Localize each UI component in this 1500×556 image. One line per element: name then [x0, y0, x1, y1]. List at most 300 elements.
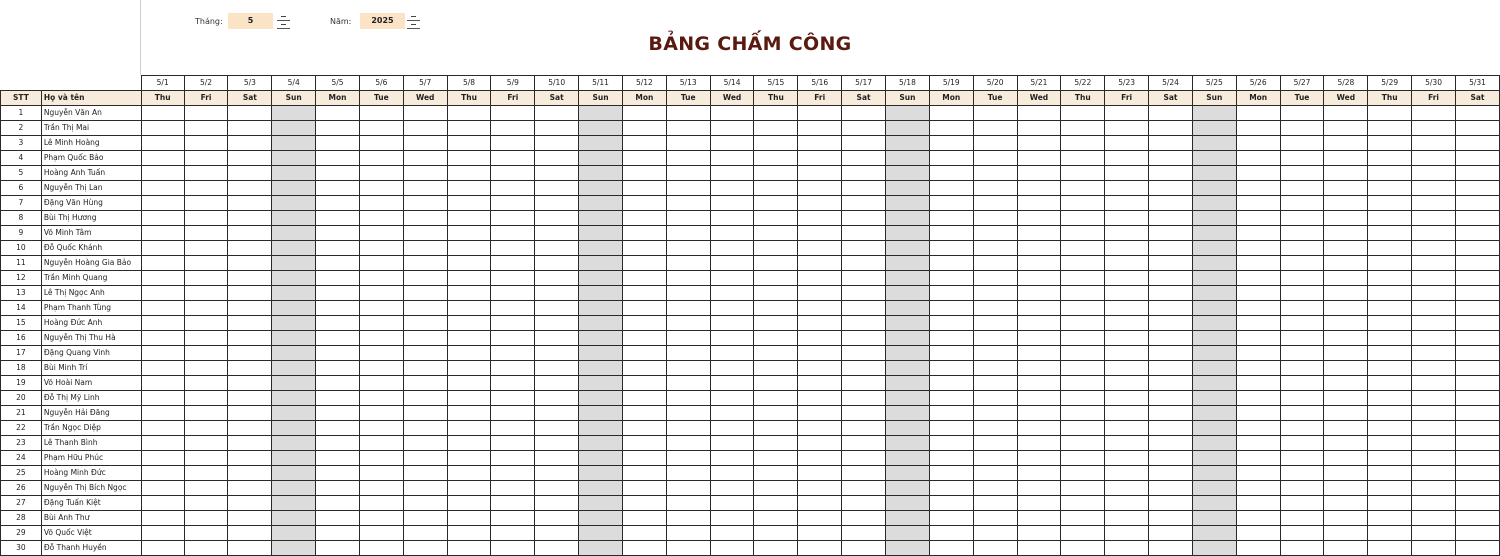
attendance-cell[interactable] — [403, 391, 447, 406]
attendance-cell[interactable] — [1324, 406, 1368, 421]
attendance-cell[interactable] — [535, 331, 579, 346]
attendance-cell[interactable] — [228, 226, 272, 241]
attendance-cell[interactable] — [1412, 121, 1456, 136]
attendance-cell[interactable] — [491, 451, 535, 466]
attendance-cell[interactable] — [754, 151, 798, 166]
attendance-cell[interactable] — [316, 256, 360, 271]
attendance-cell[interactable] — [491, 226, 535, 241]
attendance-cell[interactable] — [228, 466, 272, 481]
attendance-cell[interactable] — [929, 226, 973, 241]
attendance-cell[interactable] — [1149, 316, 1193, 331]
attendance-cell[interactable] — [403, 151, 447, 166]
attendance-cell[interactable] — [622, 331, 666, 346]
attendance-cell[interactable] — [842, 241, 886, 256]
attendance-cell[interactable] — [798, 211, 842, 226]
attendance-cell[interactable] — [184, 226, 228, 241]
attendance-cell[interactable] — [1412, 496, 1456, 511]
attendance-cell[interactable] — [1368, 406, 1412, 421]
attendance-cell[interactable] — [622, 271, 666, 286]
attendance-cell[interactable] — [1017, 136, 1061, 151]
attendance-cell[interactable] — [1061, 121, 1105, 136]
attendance-cell[interactable] — [798, 166, 842, 181]
attendance-cell[interactable] — [973, 526, 1017, 541]
attendance-cell[interactable] — [1455, 376, 1499, 391]
attendance-cell[interactable] — [1412, 391, 1456, 406]
attendance-cell[interactable] — [1192, 406, 1236, 421]
attendance-cell[interactable] — [1412, 106, 1456, 121]
attendance-cell[interactable] — [666, 196, 710, 211]
attendance-cell[interactable] — [1412, 241, 1456, 256]
attendance-cell[interactable] — [1149, 526, 1193, 541]
attendance-cell[interactable] — [1236, 211, 1280, 226]
attendance-cell[interactable] — [710, 196, 754, 211]
attendance-cell[interactable] — [1236, 166, 1280, 181]
attendance-cell[interactable] — [929, 301, 973, 316]
attendance-cell[interactable] — [1061, 196, 1105, 211]
attendance-cell[interactable] — [141, 211, 184, 226]
attendance-cell[interactable] — [403, 241, 447, 256]
attendance-cell[interactable] — [447, 271, 491, 286]
attendance-cell[interactable] — [1236, 286, 1280, 301]
attendance-cell[interactable] — [973, 541, 1017, 556]
attendance-cell[interactable] — [359, 346, 403, 361]
attendance-cell[interactable] — [579, 361, 623, 376]
attendance-cell[interactable] — [710, 541, 754, 556]
attendance-cell[interactable] — [842, 271, 886, 286]
attendance-cell[interactable] — [1149, 106, 1193, 121]
attendance-cell[interactable] — [1192, 436, 1236, 451]
attendance-cell[interactable] — [1236, 151, 1280, 166]
attendance-cell[interactable] — [1149, 361, 1193, 376]
attendance-cell[interactable] — [359, 286, 403, 301]
attendance-cell[interactable] — [1324, 496, 1368, 511]
attendance-cell[interactable] — [1368, 151, 1412, 166]
attendance-cell[interactable] — [666, 481, 710, 496]
attendance-cell[interactable] — [535, 211, 579, 226]
attendance-cell[interactable] — [316, 541, 360, 556]
attendance-cell[interactable] — [272, 496, 316, 511]
attendance-cell[interactable] — [1368, 271, 1412, 286]
attendance-cell[interactable] — [535, 541, 579, 556]
attendance-cell[interactable] — [798, 346, 842, 361]
attendance-cell[interactable] — [184, 331, 228, 346]
attendance-cell[interactable] — [1061, 406, 1105, 421]
attendance-cell[interactable] — [754, 481, 798, 496]
attendance-cell[interactable] — [491, 421, 535, 436]
attendance-cell[interactable] — [1280, 466, 1324, 481]
attendance-cell[interactable] — [754, 511, 798, 526]
attendance-cell[interactable] — [754, 331, 798, 346]
attendance-cell[interactable] — [1236, 466, 1280, 481]
attendance-cell[interactable] — [622, 151, 666, 166]
attendance-cell[interactable] — [1368, 451, 1412, 466]
attendance-cell[interactable] — [1149, 451, 1193, 466]
attendance-cell[interactable] — [1455, 526, 1499, 541]
attendance-cell[interactable] — [316, 361, 360, 376]
attendance-cell[interactable] — [579, 466, 623, 481]
attendance-cell[interactable] — [1236, 421, 1280, 436]
attendance-cell[interactable] — [272, 286, 316, 301]
attendance-cell[interactable] — [491, 511, 535, 526]
attendance-cell[interactable] — [141, 196, 184, 211]
attendance-cell[interactable] — [1192, 136, 1236, 151]
attendance-cell[interactable] — [1280, 421, 1324, 436]
attendance-cell[interactable] — [1061, 256, 1105, 271]
attendance-cell[interactable] — [403, 481, 447, 496]
attendance-cell[interactable] — [754, 181, 798, 196]
attendance-cell[interactable] — [1149, 151, 1193, 166]
attendance-cell[interactable] — [1105, 121, 1149, 136]
attendance-cell[interactable] — [973, 241, 1017, 256]
attendance-cell[interactable] — [842, 121, 886, 136]
attendance-cell[interactable] — [579, 481, 623, 496]
attendance-cell[interactable] — [929, 211, 973, 226]
attendance-cell[interactable] — [535, 526, 579, 541]
attendance-cell[interactable] — [447, 136, 491, 151]
attendance-cell[interactable] — [403, 226, 447, 241]
attendance-cell[interactable] — [666, 391, 710, 406]
attendance-cell[interactable] — [491, 286, 535, 301]
attendance-cell[interactable] — [886, 391, 930, 406]
attendance-cell[interactable] — [228, 166, 272, 181]
attendance-cell[interactable] — [1017, 496, 1061, 511]
attendance-cell[interactable] — [491, 481, 535, 496]
attendance-cell[interactable] — [535, 391, 579, 406]
attendance-cell[interactable] — [1324, 421, 1368, 436]
attendance-cell[interactable] — [359, 121, 403, 136]
attendance-cell[interactable] — [666, 181, 710, 196]
attendance-cell[interactable] — [1017, 361, 1061, 376]
attendance-cell[interactable] — [535, 466, 579, 481]
attendance-cell[interactable] — [535, 301, 579, 316]
attendance-cell[interactable] — [1455, 226, 1499, 241]
attendance-cell[interactable] — [1149, 136, 1193, 151]
attendance-cell[interactable] — [622, 316, 666, 331]
attendance-cell[interactable] — [798, 121, 842, 136]
attendance-cell[interactable] — [798, 361, 842, 376]
attendance-cell[interactable] — [754, 271, 798, 286]
attendance-cell[interactable] — [272, 421, 316, 436]
attendance-cell[interactable] — [359, 361, 403, 376]
attendance-cell[interactable] — [1017, 526, 1061, 541]
attendance-cell[interactable] — [622, 181, 666, 196]
attendance-cell[interactable] — [1280, 496, 1324, 511]
attendance-cell[interactable] — [842, 526, 886, 541]
attendance-cell[interactable] — [710, 301, 754, 316]
attendance-cell[interactable] — [798, 331, 842, 346]
attendance-cell[interactable] — [1149, 121, 1193, 136]
attendance-cell[interactable] — [1236, 316, 1280, 331]
attendance-cell[interactable] — [403, 451, 447, 466]
attendance-cell[interactable] — [1280, 451, 1324, 466]
attendance-cell[interactable] — [447, 106, 491, 121]
attendance-cell[interactable] — [1061, 211, 1105, 226]
attendance-cell[interactable] — [710, 166, 754, 181]
attendance-cell[interactable] — [798, 271, 842, 286]
attendance-cell[interactable] — [666, 436, 710, 451]
attendance-cell[interactable] — [1455, 436, 1499, 451]
attendance-cell[interactable] — [1149, 286, 1193, 301]
attendance-cell[interactable] — [754, 211, 798, 226]
attendance-cell[interactable] — [798, 226, 842, 241]
attendance-cell[interactable] — [1455, 271, 1499, 286]
attendance-cell[interactable] — [842, 196, 886, 211]
attendance-cell[interactable] — [1324, 526, 1368, 541]
attendance-cell[interactable] — [184, 541, 228, 556]
attendance-cell[interactable] — [973, 346, 1017, 361]
attendance-cell[interactable] — [403, 436, 447, 451]
attendance-cell[interactable] — [1368, 466, 1412, 481]
attendance-cell[interactable] — [1105, 271, 1149, 286]
attendance-cell[interactable] — [973, 106, 1017, 121]
attendance-cell[interactable] — [1236, 511, 1280, 526]
attendance-cell[interactable] — [1017, 421, 1061, 436]
attendance-cell[interactable] — [316, 121, 360, 136]
attendance-cell[interactable] — [666, 406, 710, 421]
attendance-cell[interactable] — [359, 526, 403, 541]
attendance-cell[interactable] — [1455, 136, 1499, 151]
attendance-cell[interactable] — [622, 391, 666, 406]
attendance-cell[interactable] — [1105, 361, 1149, 376]
attendance-cell[interactable] — [447, 196, 491, 211]
attendance-cell[interactable] — [1192, 346, 1236, 361]
attendance-cell[interactable] — [710, 511, 754, 526]
attendance-cell[interactable] — [184, 196, 228, 211]
attendance-cell[interactable] — [666, 361, 710, 376]
attendance-cell[interactable] — [798, 466, 842, 481]
attendance-cell[interactable] — [403, 136, 447, 151]
attendance-cell[interactable] — [1149, 166, 1193, 181]
attendance-cell[interactable] — [798, 136, 842, 151]
attendance-cell[interactable] — [1324, 376, 1368, 391]
attendance-cell[interactable] — [1324, 466, 1368, 481]
attendance-cell[interactable] — [798, 301, 842, 316]
attendance-cell[interactable] — [1017, 451, 1061, 466]
attendance-cell[interactable] — [1105, 286, 1149, 301]
attendance-cell[interactable] — [447, 481, 491, 496]
attendance-cell[interactable] — [1324, 391, 1368, 406]
attendance-cell[interactable] — [886, 361, 930, 376]
attendance-cell[interactable] — [447, 346, 491, 361]
attendance-cell[interactable] — [842, 151, 886, 166]
attendance-cell[interactable] — [754, 391, 798, 406]
attendance-cell[interactable] — [666, 346, 710, 361]
attendance-cell[interactable] — [272, 436, 316, 451]
attendance-cell[interactable] — [886, 346, 930, 361]
attendance-cell[interactable] — [141, 391, 184, 406]
attendance-cell[interactable] — [272, 166, 316, 181]
attendance-cell[interactable] — [535, 121, 579, 136]
attendance-cell[interactable] — [141, 481, 184, 496]
attendance-cell[interactable] — [798, 481, 842, 496]
attendance-cell[interactable] — [929, 361, 973, 376]
attendance-cell[interactable] — [403, 421, 447, 436]
attendance-cell[interactable] — [1368, 421, 1412, 436]
attendance-cell[interactable] — [1061, 541, 1105, 556]
attendance-cell[interactable] — [1368, 211, 1412, 226]
attendance-cell[interactable] — [1280, 526, 1324, 541]
attendance-cell[interactable] — [1412, 361, 1456, 376]
attendance-cell[interactable] — [1105, 481, 1149, 496]
attendance-cell[interactable] — [1149, 211, 1193, 226]
attendance-cell[interactable] — [141, 376, 184, 391]
attendance-cell[interactable] — [754, 361, 798, 376]
attendance-cell[interactable] — [1061, 346, 1105, 361]
attendance-cell[interactable] — [491, 211, 535, 226]
attendance-cell[interactable] — [1280, 256, 1324, 271]
attendance-cell[interactable] — [710, 451, 754, 466]
attendance-cell[interactable] — [1236, 271, 1280, 286]
attendance-cell[interactable] — [316, 496, 360, 511]
attendance-cell[interactable] — [1455, 151, 1499, 166]
attendance-cell[interactable] — [1236, 526, 1280, 541]
attendance-cell[interactable] — [228, 391, 272, 406]
attendance-cell[interactable] — [973, 436, 1017, 451]
attendance-cell[interactable] — [666, 466, 710, 481]
attendance-cell[interactable] — [1412, 421, 1456, 436]
attendance-cell[interactable] — [666, 316, 710, 331]
attendance-cell[interactable] — [272, 451, 316, 466]
attendance-cell[interactable] — [1324, 286, 1368, 301]
attendance-cell[interactable] — [710, 226, 754, 241]
attendance-cell[interactable] — [622, 211, 666, 226]
attendance-cell[interactable] — [842, 481, 886, 496]
attendance-cell[interactable] — [754, 286, 798, 301]
attendance-cell[interactable] — [929, 376, 973, 391]
attendance-cell[interactable] — [1017, 481, 1061, 496]
attendance-cell[interactable] — [754, 316, 798, 331]
attendance-cell[interactable] — [184, 136, 228, 151]
attendance-cell[interactable] — [798, 526, 842, 541]
attendance-cell[interactable] — [228, 541, 272, 556]
attendance-cell[interactable] — [1236, 406, 1280, 421]
attendance-cell[interactable] — [316, 301, 360, 316]
attendance-cell[interactable] — [1149, 346, 1193, 361]
attendance-cell[interactable] — [316, 331, 360, 346]
attendance-cell[interactable] — [1017, 331, 1061, 346]
attendance-cell[interactable] — [622, 286, 666, 301]
attendance-cell[interactable] — [359, 196, 403, 211]
attendance-cell[interactable] — [1192, 316, 1236, 331]
attendance-cell[interactable] — [316, 376, 360, 391]
attendance-cell[interactable] — [842, 226, 886, 241]
attendance-cell[interactable] — [403, 121, 447, 136]
attendance-cell[interactable] — [579, 196, 623, 211]
attendance-cell[interactable] — [359, 106, 403, 121]
attendance-cell[interactable] — [1061, 481, 1105, 496]
attendance-cell[interactable] — [1192, 151, 1236, 166]
attendance-cell[interactable] — [1017, 241, 1061, 256]
attendance-cell[interactable] — [1280, 166, 1324, 181]
attendance-cell[interactable] — [1192, 466, 1236, 481]
attendance-cell[interactable] — [1368, 106, 1412, 121]
attendance-cell[interactable] — [666, 376, 710, 391]
attendance-cell[interactable] — [491, 301, 535, 316]
attendance-cell[interactable] — [1324, 166, 1368, 181]
attendance-cell[interactable] — [973, 121, 1017, 136]
attendance-cell[interactable] — [1412, 136, 1456, 151]
attendance-cell[interactable] — [886, 151, 930, 166]
attendance-cell[interactable] — [403, 511, 447, 526]
attendance-cell[interactable] — [1061, 496, 1105, 511]
attendance-cell[interactable] — [886, 451, 930, 466]
attendance-cell[interactable] — [842, 166, 886, 181]
attendance-cell[interactable] — [842, 181, 886, 196]
attendance-cell[interactable] — [710, 286, 754, 301]
attendance-cell[interactable] — [1368, 481, 1412, 496]
attendance-cell[interactable] — [842, 511, 886, 526]
attendance-cell[interactable] — [710, 331, 754, 346]
attendance-cell[interactable] — [754, 346, 798, 361]
attendance-cell[interactable] — [1368, 346, 1412, 361]
attendance-cell[interactable] — [579, 331, 623, 346]
attendance-cell[interactable] — [535, 136, 579, 151]
attendance-cell[interactable] — [579, 166, 623, 181]
attendance-cell[interactable] — [754, 106, 798, 121]
attendance-cell[interactable] — [666, 331, 710, 346]
attendance-cell[interactable] — [1236, 436, 1280, 451]
attendance-cell[interactable] — [359, 211, 403, 226]
attendance-cell[interactable] — [359, 166, 403, 181]
attendance-cell[interactable] — [622, 406, 666, 421]
attendance-cell[interactable] — [1017, 541, 1061, 556]
attendance-cell[interactable] — [886, 181, 930, 196]
attendance-cell[interactable] — [1061, 166, 1105, 181]
attendance-cell[interactable] — [1280, 436, 1324, 451]
attendance-cell[interactable] — [316, 241, 360, 256]
attendance-cell[interactable] — [1280, 106, 1324, 121]
attendance-cell[interactable] — [622, 451, 666, 466]
attendance-cell[interactable] — [1412, 256, 1456, 271]
attendance-cell[interactable] — [754, 241, 798, 256]
attendance-cell[interactable] — [1061, 391, 1105, 406]
attendance-cell[interactable] — [1061, 376, 1105, 391]
attendance-cell[interactable] — [886, 271, 930, 286]
attendance-cell[interactable] — [1280, 301, 1324, 316]
attendance-cell[interactable] — [842, 466, 886, 481]
attendance-cell[interactable] — [1061, 181, 1105, 196]
attendance-cell[interactable] — [447, 166, 491, 181]
attendance-cell[interactable] — [272, 376, 316, 391]
attendance-cell[interactable] — [272, 241, 316, 256]
attendance-cell[interactable] — [447, 316, 491, 331]
attendance-cell[interactable] — [842, 346, 886, 361]
attendance-cell[interactable] — [1280, 136, 1324, 151]
attendance-cell[interactable] — [622, 481, 666, 496]
attendance-cell[interactable] — [359, 541, 403, 556]
attendance-cell[interactable] — [359, 271, 403, 286]
attendance-cell[interactable] — [1192, 226, 1236, 241]
attendance-cell[interactable] — [228, 181, 272, 196]
attendance-cell[interactable] — [491, 361, 535, 376]
attendance-cell[interactable] — [1455, 421, 1499, 436]
attendance-cell[interactable] — [272, 466, 316, 481]
attendance-cell[interactable] — [666, 421, 710, 436]
attendance-cell[interactable] — [1455, 496, 1499, 511]
attendance-cell[interactable] — [141, 526, 184, 541]
attendance-cell[interactable] — [754, 421, 798, 436]
attendance-cell[interactable] — [666, 151, 710, 166]
attendance-cell[interactable] — [929, 436, 973, 451]
attendance-cell[interactable] — [316, 391, 360, 406]
attendance-cell[interactable] — [141, 106, 184, 121]
attendance-cell[interactable] — [1324, 121, 1368, 136]
attendance-cell[interactable] — [535, 196, 579, 211]
attendance-cell[interactable] — [272, 316, 316, 331]
attendance-cell[interactable] — [622, 511, 666, 526]
attendance-cell[interactable] — [798, 256, 842, 271]
attendance-cell[interactable] — [1017, 436, 1061, 451]
